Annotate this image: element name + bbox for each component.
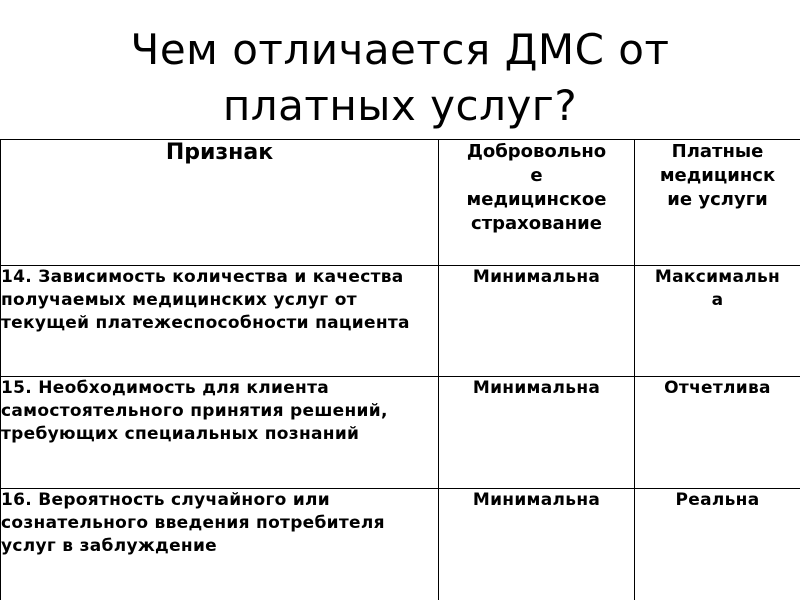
- criterion-text: 15. Необходимость для клиента самостоятельного принятия решений, требующих специальных познаний: [1, 378, 388, 444]
- paid-value: Отчетлива: [664, 378, 771, 398]
- paid-value-cell: [635, 266, 800, 377]
- paid-value-cell: [635, 377, 800, 489]
- table-row: [1, 377, 800, 489]
- dms-value: Минимальна: [472, 378, 601, 398]
- dms-value-cell: [439, 266, 635, 377]
- dms-value-cell: [439, 489, 635, 600]
- header-dms-label: Добровольно е медицинское страхование: [466, 141, 607, 234]
- criterion-text: 16. Вероятность случайного или сознательного введения потребителя услуг в заблуждение: [1, 490, 385, 556]
- criterion-cell: [1, 266, 439, 377]
- criterion-cell: [1, 377, 439, 489]
- table-header-row: [1, 140, 800, 266]
- paid-value: Максимальн а: [654, 267, 781, 310]
- criterion-cell: [1, 489, 439, 600]
- slide-title-line-1: Чем отличается ДМС от: [130, 25, 670, 74]
- paid-value: Реальна: [675, 490, 760, 510]
- header-criterion: [1, 140, 439, 266]
- dms-value-cell: [439, 377, 635, 489]
- dms-value: Минимальна: [472, 267, 601, 287]
- table-row: [1, 489, 800, 600]
- comparison-table: [0, 139, 800, 600]
- header-dms: [439, 140, 635, 266]
- header-paid: [635, 140, 800, 266]
- dms-value: Минимальна: [472, 490, 601, 510]
- paid-value-cell: [635, 489, 800, 600]
- header-paid-label: Платные медицинск ие услуги: [659, 141, 776, 210]
- slide-title: [0, 22, 800, 134]
- criterion-text: 14. Зависимость количества и качества получаемых медицинских услуг от текущей платежеспособности пациента: [1, 267, 410, 333]
- table-row: [1, 266, 800, 377]
- header-criterion-label: Признак: [165, 140, 274, 165]
- slide-title-line-2: платных услуг?: [222, 81, 578, 130]
